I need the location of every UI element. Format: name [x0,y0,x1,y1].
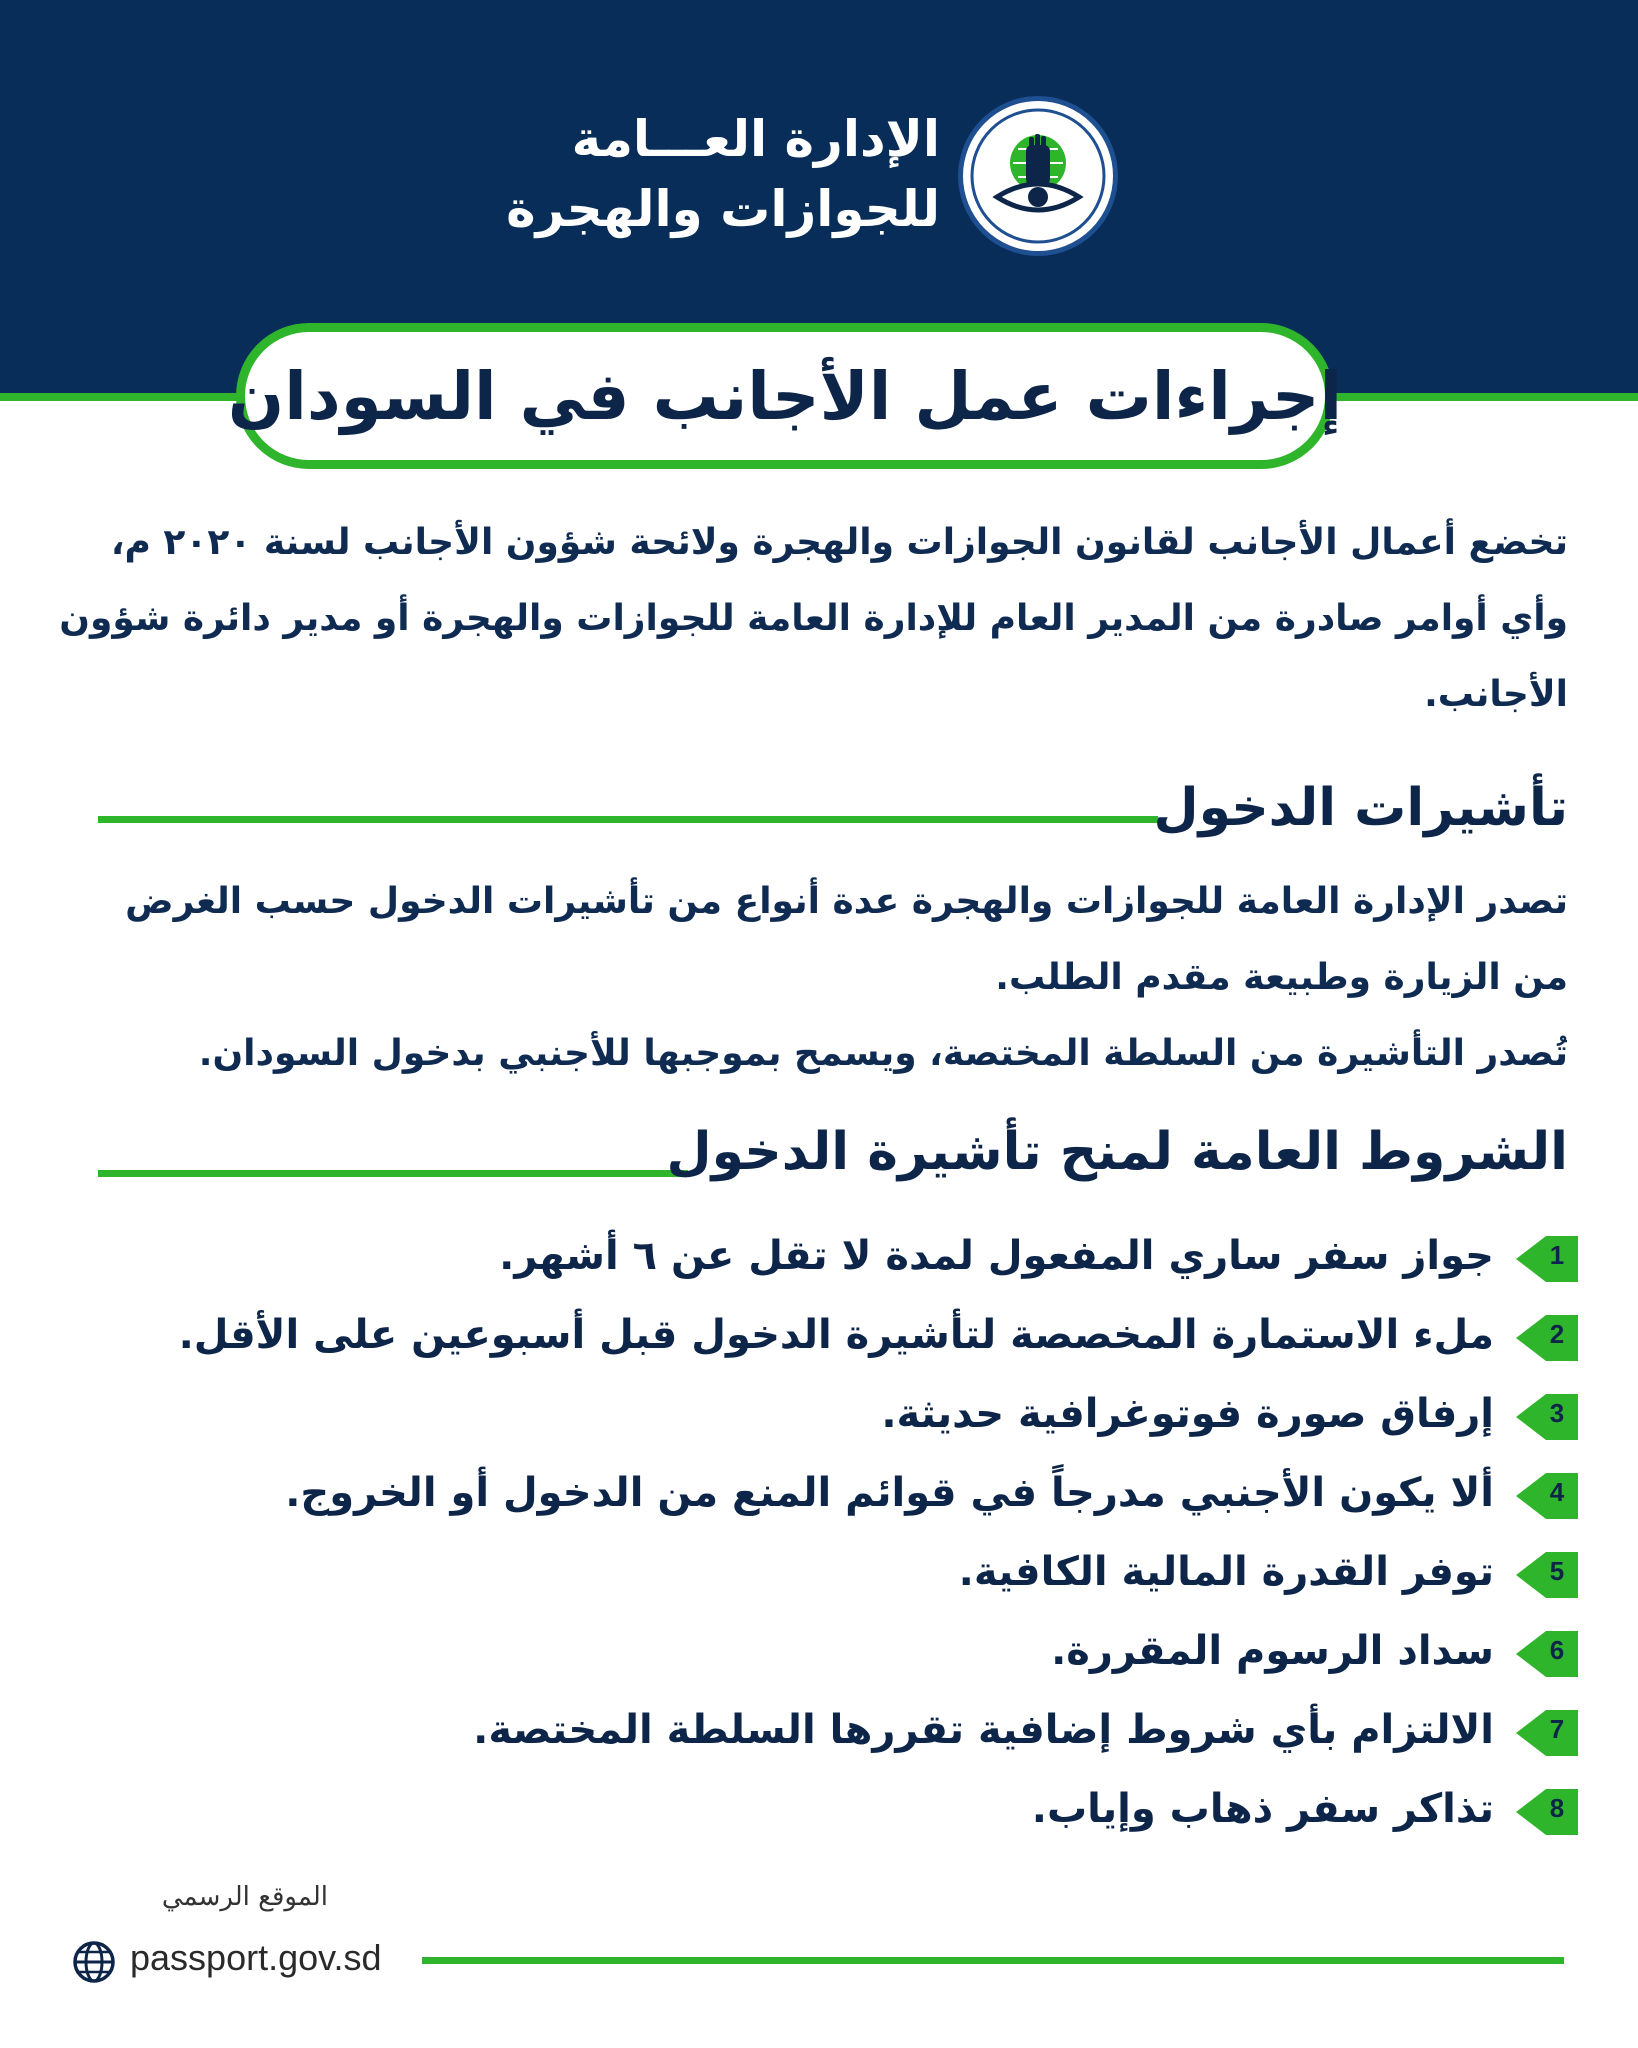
section-rule-conditions [98,1170,688,1177]
list-item-text: سداد الرسوم المقررة. [1051,1628,1494,1674]
list-item-number: 6 [1549,1635,1565,1665]
page-title-box [227,323,1343,469]
list-item [158,1228,1578,1307]
list-item-text: ألا يكون الأجنبي مدرجاً في قوائم المنع من الدخول أو الخروج. [285,1470,1494,1516]
organization-title [420,104,940,244]
official-site-link[interactable]: passport.gov.sd [130,1937,382,1978]
list-item-number: 2 [1549,1319,1565,1349]
list-item [158,1623,1578,1702]
heading-conditions: الشروط العامة لمنح تأشيرة الدخول [666,1122,1568,1182]
list-item-number: 1 [1549,1240,1565,1270]
entry-visas-text [58,864,1568,1092]
entry-visas-paragraph-2: تُصدر التأشيرة من السلطة المختصة، ويسمح بموجبها للأجنبي بدخول السودان. [198,1033,1568,1074]
list-item-number: 7 [1549,1714,1565,1744]
list-item-number: 5 [1549,1556,1565,1586]
list-item-text: إرفاق صورة فوتوغرافية حديثة. [881,1391,1494,1437]
list-item-text: الالتزام بأي شروط إضافية تقررها السلطة المختصة. [473,1707,1494,1753]
list-item-number: 8 [1549,1793,1565,1823]
list-item-text: توفر القدرة المالية الكافية. [958,1549,1494,1595]
list-item-number: 3 [1549,1398,1565,1428]
organization-title-line2: للجوازات والهجرة [506,180,940,238]
passport-authority-emblem-icon [958,96,1118,256]
entry-visas-paragraph-1: تصدر الإدارة العامة للجوازات والهجرة عدة أنواع من تأشيرات الدخول حسب الغرض من الزيارة وطبيعة مقدم الطلب. [125,881,1568,998]
conditions-list [158,1228,1578,1860]
list-item-text: تذاكر سفر ذهاب وإياب. [1031,1786,1494,1832]
list-item-number: 4 [1549,1477,1565,1507]
globe-icon [72,1940,116,1984]
intro-paragraph: تخضع أعمال الأجانب لقانون الجوازات والهجرة ولائحة شؤون الأجانب لسنة ٢٠٢٠ م، وأي أوامر صادرة من المدير العام للإدارة العامة للجوازات والهجرة أو مدير دائرة شؤون الأجانب. [59,522,1568,715]
heading-entry-visas: تأشيرات الدخول [1153,778,1568,838]
list-item-text: جواز سفر ساري المفعول لمدة لا تقل عن ٦ أشهر. [499,1233,1494,1279]
page-title: إجراءات عمل الأجانب في السودان [227,357,1343,435]
list-item-text: ملء الاستمارة المخصصة لتأشيرة الدخول قبل أسبوعين على الأقل. [178,1312,1494,1358]
list-item [158,1544,1578,1623]
official-site-label: الموقع الرسمي [161,1882,328,1912]
list-item [158,1386,1578,1465]
list-item [158,1781,1578,1860]
list-item [158,1307,1578,1386]
organization-title-line1: الإدارة العـــامة [571,110,940,168]
footer-rule [422,1957,1564,1964]
list-item [158,1465,1578,1544]
list-item [158,1702,1578,1781]
section-rule-entry-visas [98,816,1158,823]
